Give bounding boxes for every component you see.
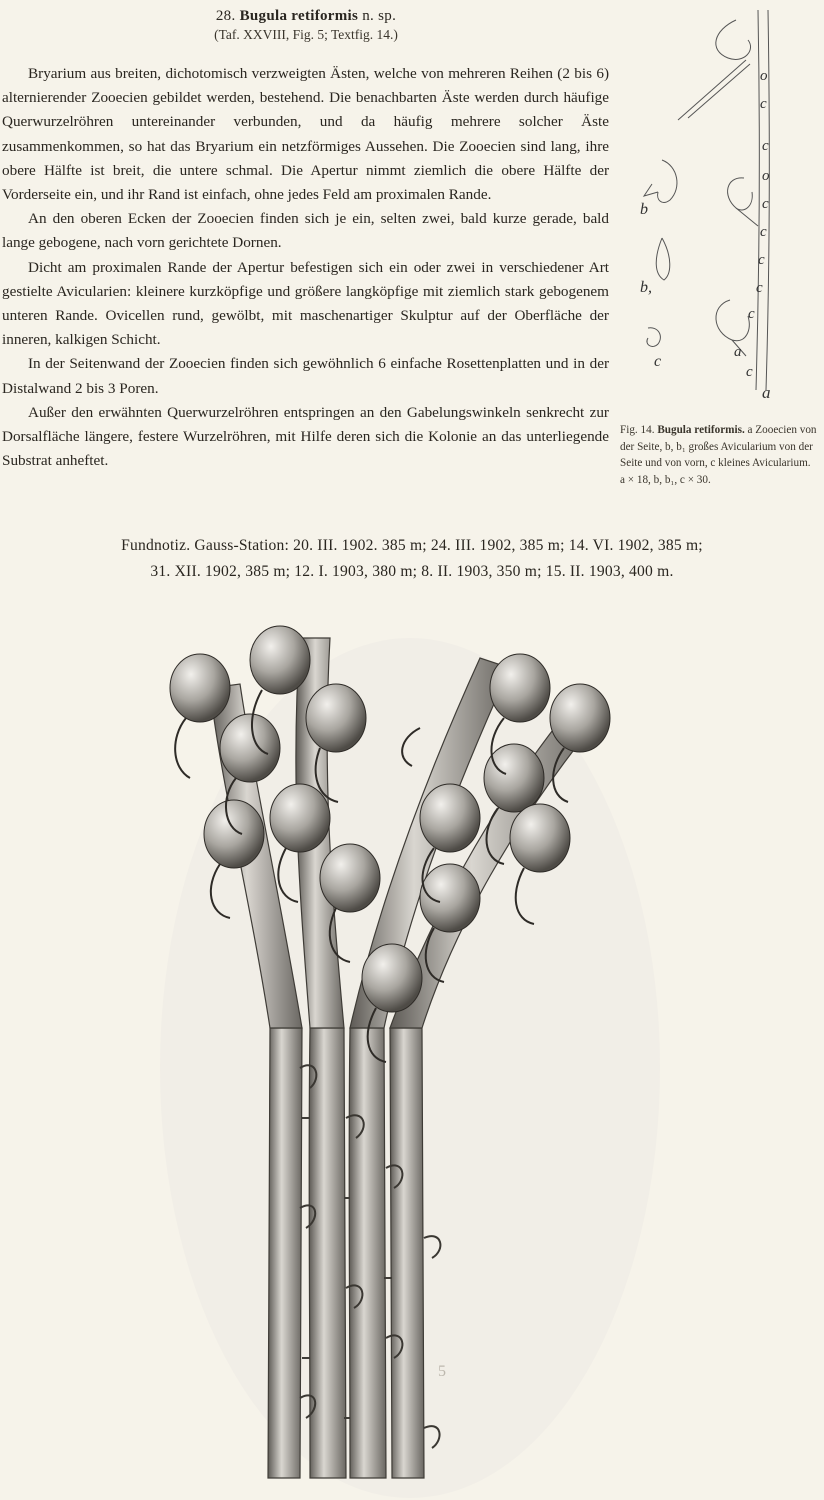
fundnotiz: [0, 533, 824, 585]
caption-title: Bugula retiformis.: [657, 424, 745, 436]
fig14-letter: c: [756, 280, 763, 296]
species-title: [0, 8, 612, 25]
fig14-label-a: a: [762, 383, 771, 402]
fundnotiz-line: Fundnotiz. Gauss-Station: 20. III. 1902. 385 m; 24. III. 1902, 385 m; 14. VI. 1902, 385 m;: [121, 537, 703, 554]
fig14-label-b1: b,: [640, 279, 652, 296]
figure-reference: (Taf. XXVIII, Fig. 5; Textfig. 14.): [214, 27, 398, 42]
fig14-letter: c: [760, 224, 767, 240]
paragraph: An den oberen Ecken der Zooecien finden sich je ein, selten zwei, bald kurze gerade, bald lange gebogene, nach vorn gerichtete Dornen.: [2, 210, 609, 252]
fig14-label-c: c: [654, 353, 662, 370]
paragraph: Dicht am proximalen Rande der Apertur befestigen sich ein oder zwei in verschiedener Art gestielte Avicularien: kleinere kurzköpfige und größere langköpfige mit ziemlich stark gebogenem unteren Rande. Ovicellen rund, gewölbt, mit maschenartiger Skulptur auf der Oberfläche der inneren, kalkigen Schicht.: [2, 258, 609, 349]
paragraph: Außer den erwähnten Querwurzelröhren entspringen an den Gabelungswinkeln senkrecht zur Dorsalfläche längere, festere Wurzelröhren, mit Hilfe deren sich die Kolonie an das unterliegende Substrat anheftet.: [2, 403, 609, 470]
fig14-letter: o: [762, 168, 770, 184]
text-figure-14: [618, 0, 824, 412]
plate-figure-number: 5: [438, 1363, 446, 1380]
fig14-letter: c: [760, 96, 767, 112]
species-suffix: n. sp.: [362, 8, 397, 24]
paragraph: Bryarium aus breiten, dichotomisch verzweigten Ästen, welche von mehreren Reihen (2 bis 6) alternierender Zooecien gebildet werden, bestehend. Die benachbarten Äste werden durch häufige Querwurzelröhren untereinander verbunden, und da häufig mehrere solcher Äste zusammenkommen, so hat das Bryarium ein netzförmiges Aussehen. Die Zooecien sind lang, ihre obere Hälfte ist breit, die untere schmal. Die Apertur nimmt ziemlich die obere Hälfte der Vorderseite ein, und ihr Rand ist einfach, ohne jedes Feld am proximalen Rande.: [2, 65, 609, 204]
fundnotiz-line: 31. XII. 1902, 385 m; 12. I. 1903, 380 m; 8. II. 1903, 350 m; 15. II. 1903, 400 m.: [150, 563, 674, 580]
fig14-letter: c: [762, 196, 769, 212]
species-name: Bugula retiformis: [239, 8, 359, 24]
fig14-label-b: b: [640, 201, 648, 218]
paragraph: In der Seitenwand der Zooecien finden sich gewöhnlich 6 einfache Rosettenplatten und in der Distalwand 2 bis 3 Poren.: [2, 355, 609, 397]
fig14-letter: c: [762, 138, 769, 154]
section-heading: [0, 8, 612, 43]
fig14-letter: a: [734, 344, 742, 360]
caption-text: a Zooecien von der Seite, b, b₁ großes Avicularium von der Seite und von vorn, c kleines Avicularium. a × 18, b, b₁, c × 30.: [620, 424, 817, 486]
fig14-letter: c: [758, 252, 765, 268]
caption-label: Fig. 14.: [620, 424, 655, 436]
section-number: 28.: [215, 8, 236, 24]
fig14-letter: o: [760, 68, 768, 84]
fig14-letter: c: [746, 364, 753, 380]
figure-caption: [620, 422, 818, 488]
fig14-letter: c: [748, 306, 755, 322]
description-text: [2, 62, 609, 473]
plate-illustration: [150, 598, 670, 1498]
